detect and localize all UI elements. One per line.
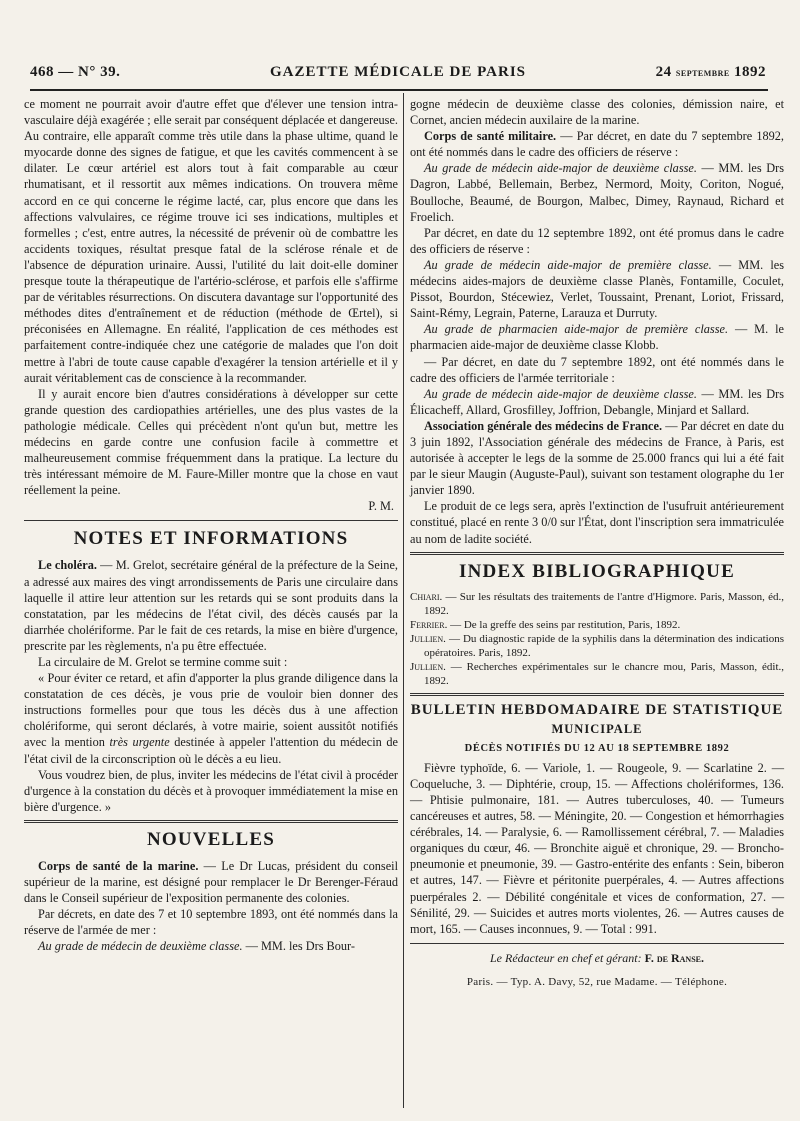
article-paragraph: ce moment ne pourrait avoir d'autre effet que d'élever une tension intra-vasculaire déjà exagérée ; elle serait par conséquent déplacée et dangereuse. Au contraire, elle apparaît comme très utile dans la phase ultime, quand le myocarde donne des signes de fatigue, et que les cavités commencent à se dilater. Le cœur artériel est alors tout à fait comparable au cœur rhumatisant, et il ressortit aux mêmes indications. On trouvera même accord en ce qui concerne le régime lacté, car, plus encore que dans les affections valvulaires, ce régime trouve ici ses indications, multiples et formelles ; c'est, entre autres, la nécessité de prévenir où de combattre les accidents toxiques, résultat presque fatal de la sclérose rénale et de l'absence de dépuration urinaire. Aussi, l'utilité du lait doit-elle dominer presque toute la thérapeutique de l'artério-sclérose, et parfois elle s'affirme par de véritables résurrections. On discutera davantage sur l'opportunité des méthodes dites d'entraînement et de réduction (méthode de Œrtel), si préconisées en Allemagne. En réalité, l'application de ces méthodes est parfaitement contre-indiquée chez une catégorie de malades que l'on doit mettre à l'abri de toute cause capable d'exagérer la tension artérielle et il y aurait véritablement cas de conscience à la recommander. [24,97,398,385]
grade-label: Au grade de médecin de deuxième classe. [38,939,243,954]
issue-date-year: 1892 [734,64,766,80]
biblio-entry [410,590,784,618]
article-paragraph [410,321,784,353]
article-paragraph [410,160,784,224]
notes-paragraph: La circulaire de M. Grelot se termine comme suit : [38,655,288,669]
bulletin-date: DÉCÈS NOTIFIÉS DU 12 AU 18 SEPTEMBRE 1892 [464,742,730,754]
signature-text: P. M. [368,499,394,514]
section-lead: Corps de santé militaire. [424,129,557,144]
article-paragraph: Il y aurait encore bien d'autres considérations à développer sur cette grande question des cardiopathies artérielles, une des plus vastes de la pathologie médicale. Celles qui précèdent n'ont qu'un but, mettre les médecins en garde contre une confusion facile à commettre et malheureusement commise fréquemment dans la pratique. La lecture du très intéressant mémoire de M. Faure-Miller montre que la chose en vaut réellement la peine. [24,386,398,498]
paragraph-text: — M. le pharmacien aide-major de deuxième classe Klobb. [410,322,784,353]
biblio-text: — Du diagnostic rapide de la syphilis dans la détermination des indications opératoires. Paris, 1892. [424,632,784,659]
notes-paragraph [24,557,398,654]
nouvelles-lead: Corps de santé de la marine. [38,858,199,873]
section-rule [24,520,398,521]
section-rule [410,943,784,944]
editor-label: Le Rédacteur en chef et gérant: [490,950,645,965]
section-rule [410,552,784,555]
biblio-author: Chiari. [410,590,443,603]
section-rule [410,693,784,696]
article-paragraph [410,257,784,321]
bulletin-subtitle: MUNICIPALE [551,721,643,736]
header-rule [30,89,768,91]
notes-lead: Le choléra. [38,558,97,573]
editor-line [410,950,784,966]
paragraph-text: — MM. les Drs Élicacheff, Allard, Grosfilley, Joffrion, Debangle, Minjard et Sallard. [410,386,784,417]
grade-label: Au grade de médecin aide-major de deuxième classe. [424,386,697,401]
biblio-author: Jullien. [410,660,446,673]
article-paragraph [410,418,784,498]
biblio-text: — De la greffe des seins par restitution, Paris, 1892. [447,618,681,631]
nouvelles-section-title: NOUVELLES [146,828,275,850]
paragraph-text: — Par décret en date du 3 juin 1892, l'Association générale des médecins de France, à Paris, est autorisée à accepter le legs de la somme de 25.000 francs qui lui a été fait par le sieur Maugin (Auguste-Paul), suivant son testament olographe du 1er janvier 1890. [410,418,784,498]
article-paragraph: — Par décret, en date du 7 septembre 1892, ont été nommés dans le cadre des officiers de l'armée territoriale : [410,354,784,385]
bulletin-text: Fièvre typhoïde, 6. — Variole, 1. — Rougeole, 9. — Scarlatine 2. — Coqueluche, 3. — Diphtérie, croup, 15. — Affections cholériformes, 136. — Phtisie pulmonaire, 181. — Autres tuberculoses, 40. — Tumeurs cancéreuses et autres, 58. — Méningite, 20. — Congestion et hémorrhagies cérébrales, 14. — Paralysie, 6. — Ramollissement cérébral, 7. — Maladies organiques du cœur, 46. — Bronchite aiguë et chronique, 29. — Broncho-pneumonie et pneumonie, 39. — Gastro-entérite des enfants : Sein, biberon et autres, 147. — Fièvre et péritonite puerpérales, 4. — Autres affections puerpérales 2. — Débilité congénitale et vices de conformation, 27. — Sénilité, 29. — Suicides et autres morts violentes, 26. — Autres causes de mort, 165. — Causes inconnues, 9. — Total : 991. [410,760,784,936]
page-header [30,64,766,86]
left-column [24,96,398,955]
nouvelles-text: — Le Dr Lucas, président du conseil supérieur de la marine, est désigné pour remplacer le Dr Berenger-Féraud dans le Conseil supérieur de l'exposition permanente des colonies. [24,858,398,906]
nouvelles-paragraph [24,938,398,954]
article-paragraph: Le produit de ce legs sera, après l'extinction de l'usufruit antérieurement constitué, placé en rente 3 0/0 sur l'État, dont l'inscription sera immatriculée au nom de ladite société. [410,499,784,546]
article-paragraph [410,386,784,418]
grade-label: Au grade de pharmacien aide-major de première classe. [424,322,729,337]
paragraph-text: — Par décret, en date du 7 septembre 1892, ont été nommés dans le cadre des officiers de réserve : [410,129,784,160]
issue-date-month: septembre [675,65,730,79]
biblio-text: — Sur les résultats des traitements de l'antre d'Higmore. Paris, Masson, éd., 1892. [424,590,784,617]
page-number-value: 468 [30,64,54,80]
issue-number: N° 39. [78,64,121,80]
notes-text: — M. Grelot, secrétaire général de la préfecture de la Seine, a adressé aux maires des vingt arrondissements de Paris une circulaire dans laquelle il attire leur attention sur les retards qui se sont produits dans la constatation, par les médecins de l'état civil, des décès causés par la diarrhée cholériforme. Par le fait de ces retards, la mise en bière d'urgence, prescrite par les règlements, n'a pu être effectuée. [24,558,398,653]
article-paragraph: Par décret, en date du 12 septembre 1892, ont été promus dans le cadre des officiers de réserve : [410,225,784,256]
notes-quote [24,670,398,767]
index-section-title: INDEX BIBLIOGRAPHIQUE [459,560,735,582]
article-paragraph [410,128,784,160]
bibliography-list [410,590,784,688]
grade-label: Au grade de médecin aide-major de première classe. [424,257,712,272]
column-divider [403,93,404,1108]
nouvelles-paragraph [24,858,398,906]
quote-emphasis: très urgente [109,735,170,750]
nouvelles-paragraph: Par décrets, en date des 7 et 10 septembre 1893, ont été nommés dans la réserve de l'armée de mer : [24,907,398,938]
quote-text-end: destinée à appeler l'attention du médecin de l'état civil de la circonscription où le décès a eu lieu. [24,735,398,766]
biblio-author: Jullien. [410,632,446,645]
issue-date-day: 24 [655,64,672,80]
biblio-entry [410,660,784,688]
biblio-author: Ferrier. [410,618,448,631]
page-number: 468 — N° 39. [30,64,121,80]
paragraph-text: — MM. les Drs Dagron, Labbé, Bellemain, Berbez, Nermord, Moity, Coriton, Nogué, Boulloche, Beaumé, de Bourgon, Malbec, Dimey, Raynaud, Richard et Froelich. [410,161,784,224]
quote-text: « Pour éviter ce retard, et afin d'apporter la plus grande diligence dans la constatation de ces décès, je vous prie de vouloir bien donner des instructions formelles pour que tous les décès dus à une affection cholériforme, qui seront déclarés, à votre mairie, soient aussitôt notifiés avec la mention [24,671,398,750]
article-signature [24,498,398,514]
notes-quote: Vous voudrez bien, de plus, inviter les médecins de l'état civil à procéder d'urgence à la constation du décès et à provoquer immédiatement la mise en bière d'urgence. » [24,767,398,814]
section-rule [24,820,398,823]
issue-date [656,64,766,81]
biblio-text: — Recherches expérimentales sur le chancre mou, Paris, Masson, édit., 1892. [424,660,784,687]
right-column [410,96,784,990]
editor-name: F. de Ranse. [644,950,704,965]
section-lead: Association générale des médecins de France. [424,418,663,433]
paragraph-text: — MM. les médecins aides-majors de deuxième classe Planès, Fontamille, Coculet, Pissot, Bourdon, Stécewiez, Verlet, Toussaint, Prenant, Loriot, Frissard, Saint-Rémy, Legrain, Paterne, Larauza et Durruty. [410,257,784,321]
biblio-entry [410,618,784,632]
bulletin-section-title: BULLETIN HEBDOMADAIRE DE STATISTIQUE [410,701,784,718]
printer-line: Paris. — Typ. A. Davy, 52, rue Madame. — Téléphone. [466,975,728,988]
article-paragraph: gogne médecin de deuxième classe des colonies, démission naire, et Cornet, ancien médecin auxilaire de la marine. [410,97,784,128]
biblio-entry [410,632,784,660]
journal-title: GAZETTE MÉDICALE DE PARIS [269,64,526,80]
nouvelles-text: — MM. les Drs Bour- [242,939,356,954]
grade-label: Au grade de médecin aide-major de deuxième classe. [424,161,697,176]
notes-section-title: NOTES ET INFORMATIONS [73,528,349,550]
